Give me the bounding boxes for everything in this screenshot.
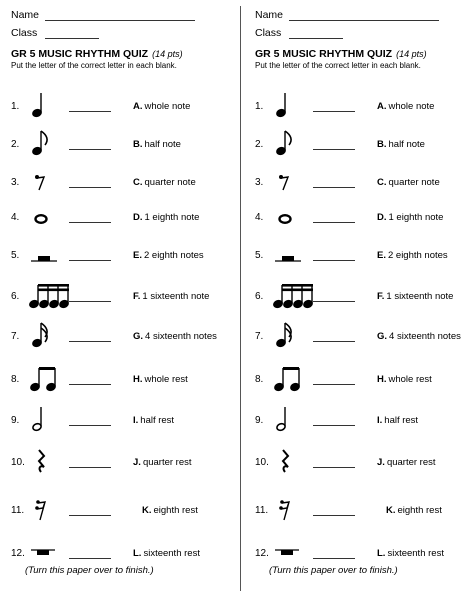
answer-option bbox=[377, 457, 436, 468]
answer-option bbox=[377, 212, 443, 223]
answer-letter: I. bbox=[377, 415, 383, 426]
question-row bbox=[253, 410, 474, 434]
whole-note-icon bbox=[273, 201, 313, 231]
answer-option bbox=[133, 331, 217, 342]
answer-blank[interactable] bbox=[69, 425, 111, 426]
four-sixteenth-notes-icon bbox=[273, 280, 313, 310]
answer-option bbox=[133, 212, 199, 223]
answer-blank[interactable] bbox=[313, 187, 355, 188]
answer-option bbox=[377, 374, 432, 385]
name-field bbox=[11, 9, 39, 21]
answer-option bbox=[377, 331, 461, 342]
quiz-title-text: GR 5 MUSIC RHYTHM QUIZ bbox=[11, 48, 149, 60]
question-number: 8. bbox=[255, 374, 264, 385]
question-number: 12. bbox=[255, 548, 269, 559]
two-eighth-notes-icon bbox=[273, 363, 313, 393]
answer-option bbox=[142, 505, 198, 516]
quiz-copy-left bbox=[9, 0, 239, 593]
question-row bbox=[9, 543, 239, 567]
question-number: 1. bbox=[255, 101, 264, 112]
question-number: 3. bbox=[255, 177, 264, 188]
question-row bbox=[253, 96, 474, 120]
answer-option bbox=[133, 415, 174, 426]
answer-letter: G. bbox=[377, 331, 388, 342]
answer-letter: D. bbox=[133, 212, 143, 223]
question-number: 4. bbox=[255, 212, 264, 223]
name-line bbox=[45, 20, 195, 21]
answer-letter: J. bbox=[377, 457, 385, 468]
answer-blank[interactable] bbox=[69, 467, 111, 468]
answer-option bbox=[377, 250, 448, 261]
column-divider bbox=[240, 6, 241, 591]
quiz-instructions: Put the letter of the correct letter in each blank. bbox=[255, 61, 421, 70]
answer-letter: A. bbox=[377, 101, 387, 112]
answer-letter: H. bbox=[133, 374, 143, 385]
answer-option bbox=[133, 250, 204, 261]
answer-letter: I. bbox=[133, 415, 139, 426]
answer-text: 4 sixteenth notes bbox=[145, 331, 217, 342]
answer-option bbox=[133, 291, 209, 302]
question-number: 7. bbox=[255, 331, 264, 342]
question-number: 6. bbox=[11, 291, 20, 302]
question-row bbox=[253, 326, 474, 350]
question-number: 2. bbox=[255, 139, 264, 150]
answer-option bbox=[386, 505, 442, 516]
answer-letter: F. bbox=[133, 291, 141, 302]
answer-option bbox=[133, 139, 181, 150]
two-eighth-notes-icon bbox=[29, 363, 69, 393]
answer-text: 1 eighth note bbox=[144, 212, 200, 223]
question-row bbox=[253, 543, 474, 567]
half-note-icon bbox=[29, 404, 69, 434]
question-number: 9. bbox=[11, 415, 20, 426]
whole-rest-icon bbox=[29, 537, 69, 567]
question-row bbox=[9, 410, 239, 434]
answer-blank[interactable] bbox=[69, 222, 111, 223]
eighth-rest-icon bbox=[273, 166, 313, 196]
answer-text: sixteenth rest bbox=[143, 548, 200, 559]
quiz-title bbox=[11, 48, 183, 60]
name-field bbox=[255, 9, 283, 21]
quiz-points: (14 pts) bbox=[152, 49, 183, 59]
question-row bbox=[253, 286, 474, 310]
class-line bbox=[45, 38, 99, 39]
answer-text: whole rest bbox=[144, 374, 188, 385]
sixteenth-note-icon bbox=[29, 320, 69, 350]
question-number: 5. bbox=[11, 250, 20, 261]
answer-letter: E. bbox=[133, 250, 142, 261]
question-row bbox=[253, 134, 474, 158]
answer-letter: F. bbox=[377, 291, 385, 302]
answer-text: eighth rest bbox=[153, 505, 198, 516]
turn-over-note: (Turn this paper over to finish.) bbox=[25, 565, 154, 576]
class-line bbox=[289, 38, 343, 39]
eighth-note-icon bbox=[273, 128, 313, 158]
question-number: 9. bbox=[255, 415, 264, 426]
answer-option bbox=[133, 177, 196, 188]
answer-blank[interactable] bbox=[313, 222, 355, 223]
answer-option bbox=[133, 548, 200, 559]
answer-text: 2 eighth notes bbox=[143, 250, 204, 261]
answer-text: 4 sixteenth notes bbox=[389, 331, 461, 342]
name-label: Name bbox=[11, 9, 40, 21]
answer-blank[interactable] bbox=[69, 111, 111, 112]
whole-note-icon bbox=[29, 201, 69, 231]
answer-letter: E. bbox=[377, 250, 386, 261]
question-row bbox=[9, 286, 239, 310]
answer-blank[interactable] bbox=[313, 149, 355, 150]
eighth-rest-icon bbox=[29, 166, 69, 196]
answer-blank[interactable] bbox=[69, 149, 111, 150]
answer-blank[interactable] bbox=[313, 515, 355, 516]
answer-option bbox=[377, 548, 444, 559]
quarter-note-icon bbox=[273, 90, 313, 120]
answer-text: sixteenth rest bbox=[387, 548, 444, 559]
answer-option bbox=[377, 177, 440, 188]
sixteenth-rest-icon bbox=[29, 494, 69, 524]
quiz-title bbox=[255, 48, 427, 60]
question-row bbox=[253, 245, 474, 269]
eighth-note-icon bbox=[29, 128, 69, 158]
turn-over-note: (Turn this paper over to finish.) bbox=[269, 565, 398, 576]
question-row bbox=[9, 326, 239, 350]
answer-blank[interactable] bbox=[69, 187, 111, 188]
question-number: 10. bbox=[255, 457, 269, 468]
answer-blank[interactable] bbox=[313, 558, 355, 559]
question-row bbox=[9, 96, 239, 120]
answer-text: whole note bbox=[144, 101, 191, 112]
answer-text: quarter rest bbox=[142, 457, 192, 468]
half-rest-icon bbox=[273, 239, 313, 269]
question-row bbox=[9, 500, 239, 524]
quiz-instructions: Put the letter of the correct letter in each blank. bbox=[11, 61, 177, 70]
answer-blank[interactable] bbox=[313, 425, 355, 426]
question-row bbox=[9, 207, 239, 231]
answer-option bbox=[133, 457, 192, 468]
quarter-note-icon bbox=[29, 90, 69, 120]
question-number: 11. bbox=[11, 505, 25, 516]
quiz-points: (14 pts) bbox=[396, 49, 427, 59]
question-number: 8. bbox=[11, 374, 20, 385]
question-row bbox=[253, 207, 474, 231]
sixteenth-rest-icon bbox=[273, 494, 313, 524]
name-label: Name bbox=[255, 9, 284, 21]
class-label: Class bbox=[255, 27, 282, 39]
question-number: 12. bbox=[11, 548, 25, 559]
answer-letter: J. bbox=[133, 457, 141, 468]
answer-text: half note bbox=[144, 139, 181, 150]
answer-text: 1 eighth note bbox=[388, 212, 444, 223]
question-number: 2. bbox=[11, 139, 20, 150]
question-row bbox=[9, 134, 239, 158]
answer-text: 1 sixteenth note bbox=[142, 291, 210, 302]
answer-letter: K. bbox=[386, 505, 396, 516]
answer-option bbox=[377, 291, 453, 302]
answer-blank[interactable] bbox=[313, 341, 355, 342]
answer-letter: B. bbox=[377, 139, 387, 150]
answer-text: 1 sixteenth note bbox=[386, 291, 454, 302]
answer-blank[interactable] bbox=[313, 111, 355, 112]
question-number: 5. bbox=[255, 250, 264, 261]
whole-rest-icon bbox=[273, 537, 313, 567]
answer-text: whole note bbox=[388, 101, 435, 112]
name-line bbox=[289, 20, 439, 21]
half-rest-icon bbox=[29, 239, 69, 269]
question-number: 1. bbox=[11, 101, 20, 112]
answer-blank[interactable] bbox=[69, 515, 111, 516]
answer-letter: B. bbox=[133, 139, 143, 150]
quiz-copy-right bbox=[253, 0, 474, 593]
answer-text: half rest bbox=[140, 415, 175, 426]
question-number: 3. bbox=[11, 177, 20, 188]
question-row bbox=[9, 369, 239, 393]
question-row bbox=[9, 245, 239, 269]
question-number: 6. bbox=[255, 291, 264, 302]
answer-text: quarter note bbox=[144, 177, 196, 188]
answer-text: whole rest bbox=[388, 374, 432, 385]
question-row bbox=[253, 452, 474, 476]
class-field bbox=[255, 27, 281, 39]
answer-blank[interactable] bbox=[313, 301, 355, 302]
answer-blank[interactable] bbox=[313, 260, 355, 261]
answer-text: quarter rest bbox=[386, 457, 436, 468]
question-number: 7. bbox=[11, 331, 20, 342]
question-number: 4. bbox=[11, 212, 20, 223]
answer-letter: C. bbox=[133, 177, 143, 188]
answer-option bbox=[133, 374, 188, 385]
question-row bbox=[9, 452, 239, 476]
question-row bbox=[253, 500, 474, 524]
answer-option bbox=[133, 101, 190, 112]
question-number: 10. bbox=[11, 457, 25, 468]
sixteenth-note-icon bbox=[273, 320, 313, 350]
answer-letter: C. bbox=[377, 177, 387, 188]
half-note-icon bbox=[273, 404, 313, 434]
answer-letter: G. bbox=[133, 331, 144, 342]
answer-text: eighth rest bbox=[397, 505, 442, 516]
quarter-rest-icon bbox=[29, 446, 69, 476]
answer-text: half rest bbox=[384, 415, 419, 426]
class-label: Class bbox=[11, 27, 38, 39]
question-row bbox=[9, 172, 239, 196]
answer-option bbox=[377, 415, 418, 426]
question-row bbox=[253, 369, 474, 393]
answer-letter: L. bbox=[133, 548, 142, 559]
answer-blank[interactable] bbox=[313, 384, 355, 385]
answer-blank[interactable] bbox=[69, 558, 111, 559]
answer-letter: D. bbox=[377, 212, 387, 223]
answer-text: 2 eighth notes bbox=[387, 250, 448, 261]
quiz-title-text: GR 5 MUSIC RHYTHM QUIZ bbox=[255, 48, 393, 60]
answer-text: half note bbox=[388, 139, 425, 150]
question-number: 11. bbox=[255, 505, 269, 516]
answer-letter: L. bbox=[377, 548, 386, 559]
answer-letter: K. bbox=[142, 505, 152, 516]
answer-letter: A. bbox=[133, 101, 143, 112]
answer-blank[interactable] bbox=[69, 384, 111, 385]
answer-text: quarter note bbox=[388, 177, 440, 188]
quarter-rest-icon bbox=[273, 446, 313, 476]
answer-blank[interactable] bbox=[313, 467, 355, 468]
answer-option bbox=[377, 101, 434, 112]
answer-blank[interactable] bbox=[69, 341, 111, 342]
four-sixteenth-notes-icon bbox=[29, 280, 69, 310]
class-field bbox=[11, 27, 37, 39]
answer-option bbox=[377, 139, 425, 150]
answer-letter: H. bbox=[377, 374, 387, 385]
answer-blank[interactable] bbox=[69, 260, 111, 261]
question-row bbox=[253, 172, 474, 196]
answer-blank[interactable] bbox=[69, 301, 111, 302]
